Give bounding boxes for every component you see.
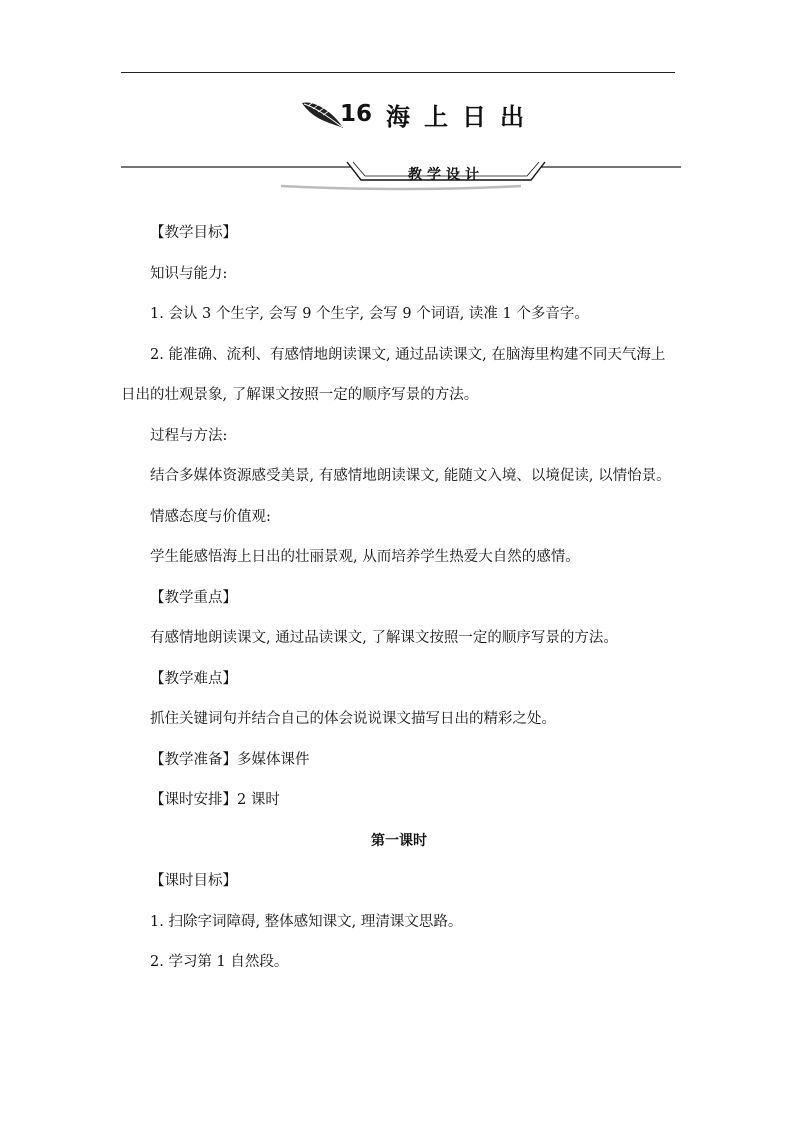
knowledge-item-2: 2. 能准确、流利、有感情地朗读课文, 通过品读课文, 在脑海里构建不同天气海上日出的壮观景象, 了解课文按照一定的顺序写景的方法。	[121, 346, 666, 403]
schedule-text: 【课时安排】2 课时	[150, 792, 280, 808]
key-heading: 【教学重点】	[150, 589, 237, 606]
top-rule	[121, 72, 675, 73]
emotion-heading: 情感态度与价值观:	[150, 508, 271, 525]
knowledge-item-1: 1. 会认 3 个生字, 会写 9 个生字, 会写 9 个词语, 读准 1 个多音字。	[150, 306, 589, 322]
process-heading: 过程与方法:	[150, 427, 228, 444]
lesson-title-text: 海上日出	[386, 102, 539, 131]
difficulty-text: 抓住关键词句并结合自己的体会说说课文描写日出的精彩之处。	[150, 711, 556, 727]
document-body	[121, 213, 677, 983]
lesson-title	[300, 94, 538, 134]
section-banner	[121, 156, 681, 194]
quill-feather-icon	[300, 97, 344, 131]
lesson-number: 16	[340, 101, 373, 127]
emotion-text: 学生能感悟海上日出的壮丽景观, 从而培养学生热爱大自然的感情。	[150, 549, 580, 565]
prep-text: 【教学准备】多媒体课件	[150, 751, 310, 768]
lesson-goal-2: 2. 学习第 1 自然段。	[150, 954, 289, 970]
process-text: 结合多媒体资源感受美景, 有感情地朗读课文, 能随文入境、以境促读, 以情怡景。	[150, 468, 671, 484]
goals-heading: 【教学目标】	[150, 225, 237, 241]
first-lesson-title: 第一课时	[371, 832, 427, 849]
key-text: 有感情地朗读课文, 通过品读课文, 了解课文按照一定的顺序写景的方法。	[150, 630, 618, 646]
difficulty-heading: 【教学难点】	[150, 670, 237, 687]
lesson-goal-1: 1. 扫除字词障碍, 整体感知课文, 理清课文思路。	[150, 913, 463, 930]
lesson-goals-heading: 【课时目标】	[150, 873, 237, 889]
banner-label: 教学设计	[408, 167, 484, 183]
knowledge-heading: 知识与能力:	[150, 265, 228, 282]
